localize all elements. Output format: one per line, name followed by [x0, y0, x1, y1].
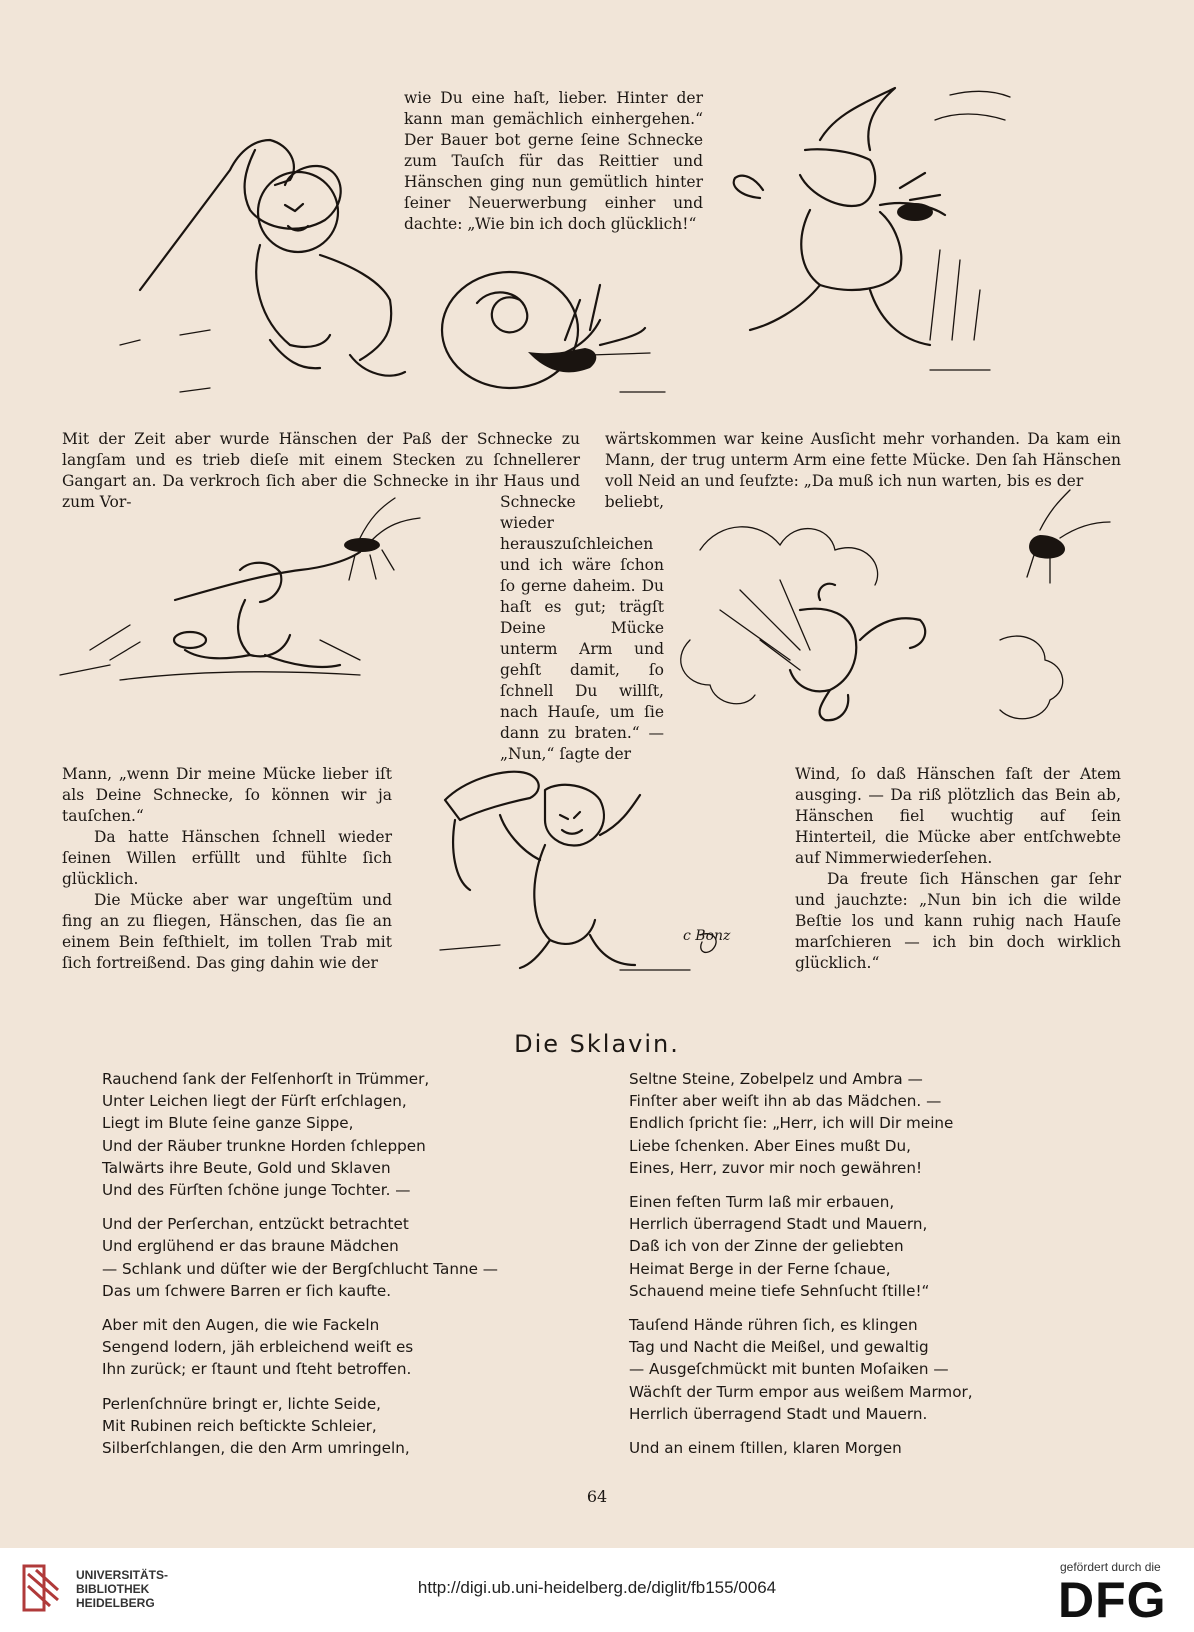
poem-line: Sengend lodern, jäh erbleichend weiſt es — [102, 1338, 414, 1357]
left-col-para-1: Mann, „wenn Dir meine Mücke lieber iſt als Deine Schnecke, ſo können wir ja tauſchen.“ — [62, 765, 392, 825]
poem-stanza — [102, 1213, 572, 1302]
story-right-column — [795, 764, 1121, 974]
poem-stanza — [629, 1068, 1099, 1179]
story-top-block: wie Du eine haſt, lieber. Hinter der kann man gemächlich einhergehen.“ Der Bauer bot gerne ſeine Schnecke zum Tauſch für das Reittier und Hänschen ging nun gemütlich hinter ſeiner Neuerwerbung einher und dachte: „Wie bin ich doch glücklich!“ — [404, 89, 703, 233]
poem-line: Herrlich überragend Stadt und Mauern. — [629, 1404, 928, 1423]
poem-line: Finſter aber weiſt ihn ab das Mädchen. — — [629, 1092, 942, 1111]
library-line-3: HEIDELBERG — [76, 1596, 155, 1610]
poem-title: Die Sklavin. — [514, 1030, 680, 1058]
poem-stanza — [629, 1314, 1099, 1425]
poem-line: Eines, Herr, zuvor mir noch gewähren! — [629, 1158, 923, 1177]
story-row2-right: wärtskommen war keine Ausſicht mehr vorhanden. Da kam ein Mann, der trug unterm Arm eine fette Mücke. Den ſah Hänschen voll Neid an und ſeufzte: „Da muß ich nun warten, bis es der — [605, 430, 1121, 490]
poem-line: Aber mit den Augen, die wie Fackeln — [102, 1316, 380, 1335]
poem-line: — Ausgeſchmückt mit bunten Moſaiken — — [629, 1360, 949, 1379]
poem-line: Heimat Berge in der Ferne ſchaue, — [629, 1259, 891, 1278]
poem-line: Daß ich von der Zinne der geliebten — [629, 1237, 904, 1256]
poem-line: Und der Perſerchan, entzückt betrachtet — [102, 1215, 409, 1234]
story-mid-narrow: Schnecke beliebt, wieder herauszuſchleichen und ich wäre ſchon ſo gerne daheim. Du haſt es gut; trägſt Deine Mücke unterm Arm und gehſt damit, ſo ſchnell Du willſt, nach Hauſe, um ſie dann zu braten.“ — „Nun,“ ſagte der — [500, 493, 664, 763]
footer-bar — [0, 1548, 1194, 1632]
poem-left-column — [102, 1068, 572, 1471]
poem-line: Rauchend ſank der Felſenhorſt in Trümmer, — [102, 1070, 430, 1088]
poem-right-column — [629, 1068, 1099, 1471]
left-col-para-2: Da hatte Hänschen ſchnell wieder ſeinen Willen erfüllt und fühlte ſich glücklich. — [62, 828, 392, 888]
permalink-url[interactable]: http://digi.ub.uni-heidelberg.de/diglit/fb155/0064 — [417, 1578, 777, 1597]
poem-line: — Schlank und düſter wie der Bergſchlucht Tanne — — [102, 1259, 498, 1278]
page-number: 64 — [586, 1487, 608, 1506]
poem-line: Das um ſchwere Barren er ſich kaufte. — [102, 1281, 392, 1300]
poem-line: Unter Leichen liegt der Fürſt erſchlagen, — [102, 1092, 407, 1111]
poem-line: Wächſt der Turm empor aus weißem Marmor, — [629, 1382, 973, 1401]
poem-line: Und des Fürſten ſchöne junge Tochter. — — [102, 1181, 411, 1200]
poem-line: Tauſend Hände rühren ſich, es klingen — [629, 1316, 918, 1335]
right-col-para-2: Da freute ſich Hänschen gar ſehr und jauchzte: „Nun bin ich die wilde Beſtie los und kann ruhig nach Hauſe marſchieren — ich bin doch wirklich glücklich.“ — [795, 870, 1121, 972]
left-col-para-3: Die Mücke aber war ungeſtüm und fing an zu fliegen, Hänschen, das ſie an einem Bein feſthielt, im tollen Trab mit ſich fortreißend. Das ging dahin wie der — [62, 891, 392, 972]
right-col-para-1: Wind, ſo daß Hänschen faſt der Atem ausging. — Da riß plötzlich das Bein ab, Hänschen fiel wuchtig auf ſein Hinterteil, die Mücke aber entſchwebte auf Nimmerwiederſehen. — [795, 765, 1121, 867]
poem-line: Ihn zurück; er ſtaunt und ſteht betroffen. — [102, 1360, 412, 1379]
poem-line: Talwärts ihre Beute, Gold und Sklaven — [102, 1158, 391, 1177]
poem-line: Perlenſchnüre bringt er, lichte Seide, — [102, 1394, 382, 1413]
library-line-1: UNIVERSITÄTS- — [76, 1568, 169, 1582]
funding-note: gefördert durch die — [1060, 1560, 1161, 1574]
poem-stanza — [102, 1393, 572, 1460]
poem-line: Liebe ſchenken. Aber Eines mußt Du, — [629, 1136, 911, 1155]
dfg-logo[interactable]: DFG — [1058, 1572, 1167, 1628]
poem-line: Liegt im Blute ſeine ganze Sippe, — [102, 1114, 354, 1133]
poem-line: Und erglühend er das braune Mädchen — [102, 1237, 399, 1256]
poem-stanza — [629, 1191, 1099, 1302]
illustration-fall-scene — [0, 490, 1194, 730]
poem-line: Schauend meine tiefe Sehnſucht ſtille!“ — [629, 1281, 930, 1300]
poem-line: Silberſchlangen, die den Arm umringeln, — [102, 1439, 410, 1458]
artist-signature: c Bonz — [683, 928, 731, 944]
poem-stanza — [102, 1314, 572, 1381]
poem-line: Und der Räuber trunkne Horden ſchleppen — [102, 1136, 426, 1155]
poem-line: Einen feſten Turm laß mir erbauen, — [629, 1193, 895, 1212]
library-line-2: BIBLIOTHEK — [76, 1582, 150, 1596]
story-row2-left: Mit der Zeit aber wurde Hänschen der Paß der Schnecke zu langſam und es trieb dieſe mit einem Stecken zu ſchnellerer Gangart an. Da verkroch ſich aber die Schnecke in ihr Haus und zum Vor- — [62, 430, 580, 511]
poem-stanza — [629, 1437, 1099, 1459]
poem-line: Seltne Steine, Zobelpelz und Ambra — — [629, 1070, 923, 1088]
poem-line: Herrlich überragend Stadt und Mauern, — [629, 1215, 928, 1234]
poem-line: Tag und Nacht die Meißel, und gewaltig — [629, 1338, 929, 1357]
poem-line: Mit Rubinen reich beſtickte Schleier, — [102, 1416, 377, 1435]
poem-line: Und an einem ſtillen, klaren Morgen — [629, 1439, 902, 1458]
poem-line: Endlich ſpricht ſie: „Herr, ich will Dir meine — [629, 1114, 954, 1133]
poem-stanza — [102, 1068, 572, 1201]
